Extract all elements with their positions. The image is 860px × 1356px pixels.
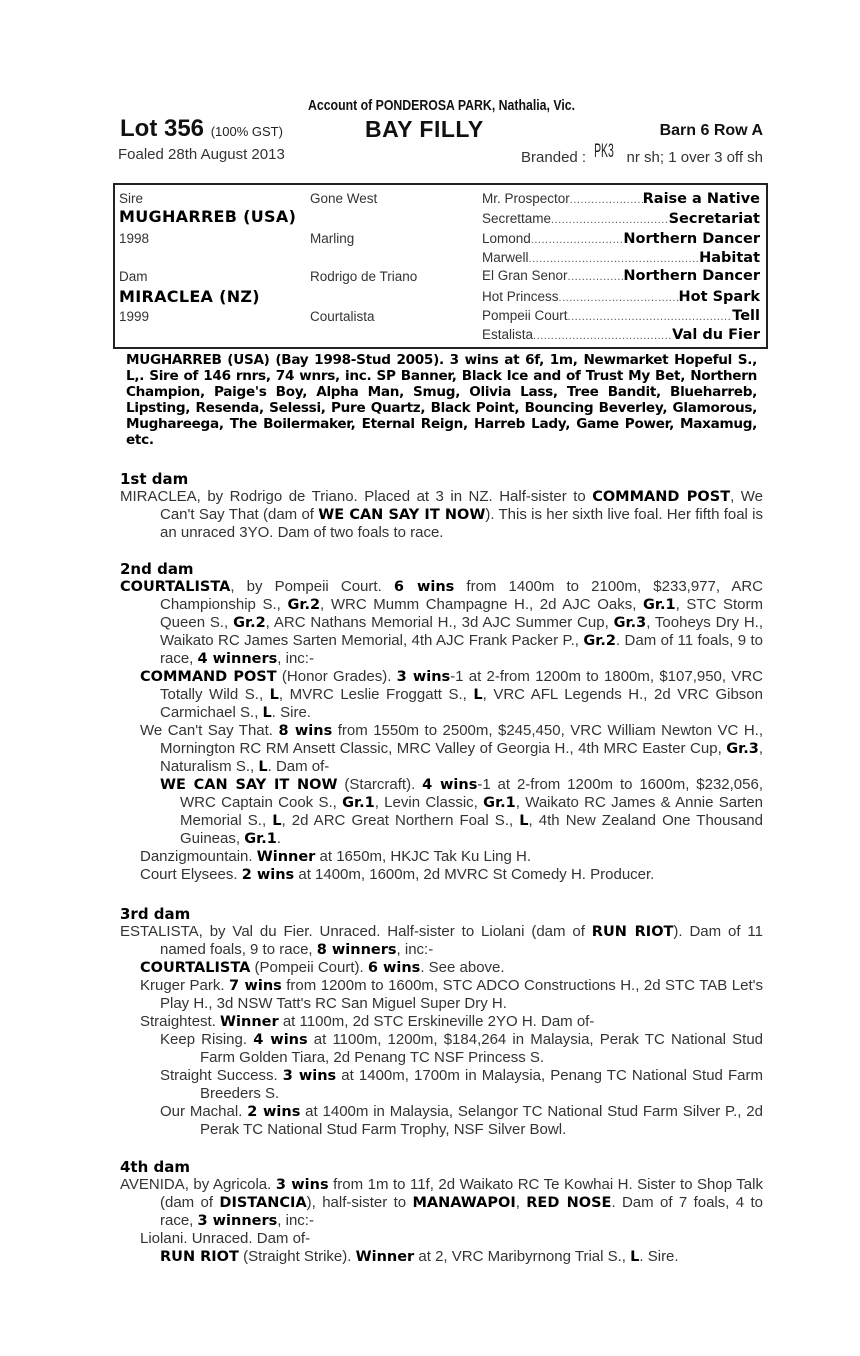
bold: L	[519, 813, 529, 829]
text: ), half-sister to	[306, 1194, 413, 1211]
leader-dots	[531, 231, 624, 248]
courtalista-ref-entry	[120, 959, 763, 977]
text: from 1m to 11f, 2d Waikato RC Te Kowhai H. Sister to Shop Talk (dam of	[160, 1176, 763, 1211]
text: , inc:-	[396, 941, 434, 958]
text: Danzigmountain.	[140, 848, 257, 865]
grandparent-row	[482, 327, 760, 344]
command-post-entry	[120, 668, 763, 722]
fourth-dam-heading: 4th dam	[120, 1158, 190, 1176]
third-dam-section	[120, 905, 763, 1139]
gg-right: Northern Dancer	[623, 231, 760, 247]
pedigree-table	[113, 183, 768, 349]
straightest-entry	[120, 1013, 763, 1031]
third-dam-heading: 3rd dam	[120, 905, 191, 923]
grandparent-row	[482, 231, 760, 248]
liolani-entry	[120, 1230, 763, 1248]
dam-sire: Rodrigo de Triano	[310, 269, 418, 284]
bold: Gr.2	[583, 633, 616, 649]
text: Kruger Park.	[140, 977, 229, 994]
text: , STC Storm Queen S.,	[160, 596, 763, 631]
gg-right: Habitat	[699, 250, 760, 266]
gst-note: (100% GST)	[210, 124, 283, 139]
bold: 3 wins	[396, 669, 451, 685]
lot-row	[120, 115, 763, 143]
catalogue-page	[120, 96, 763, 169]
we-can-say-it-now-entry	[120, 776, 763, 848]
bold: Winner	[220, 1014, 279, 1030]
text: , VRC AFL Legends H., 2d VRC Gibson Carmichael S.,	[160, 686, 763, 721]
bold: 3 wins	[282, 1068, 337, 1084]
gg-left: El Gran Senor	[482, 268, 568, 283]
bold: L	[473, 687, 483, 703]
bold: Gr.1	[244, 831, 277, 847]
first-dam-heading: 1st dam	[120, 470, 189, 488]
text: , Levin Classic,	[374, 794, 484, 811]
text: , inc:-	[277, 650, 314, 667]
bold-name: COMMAND POST	[140, 669, 277, 685]
branded-label: Branded :	[521, 149, 587, 166]
grandparent-row	[482, 308, 760, 325]
brand-info	[521, 141, 763, 168]
sire-year: 1998	[119, 231, 150, 246]
first-dam-text	[120, 488, 763, 542]
text: at 1400m, 1700m in Malaysia, Penang TC National Stud Farm Breeders S.	[200, 1067, 763, 1102]
bold-name: COURTALISTA	[140, 960, 251, 976]
bold: Gr.3	[613, 615, 647, 631]
text: , by Pompeii Court.	[230, 578, 394, 595]
second-dam-section	[120, 560, 763, 884]
text: Keep Rising.	[160, 1031, 254, 1048]
bold: Gr.1	[342, 795, 375, 811]
bold: 6 wins	[367, 960, 421, 976]
leader-dots	[570, 191, 643, 208]
sire-summary: MUGHARREB (USA) (Bay 1998-Stud 2005). 3 wins at 6f, 1m, Newmarket Hopeful S., L,. Sire of 146 rnrs, 74 wnrs, inc. SP Banner, Black Ice and of Trust My Bet, Northern Champion, Paige's Boy, Alpha Man, Smug, Olivia Lass, Tree Bandit, Blueharreb, Lipsting, Resenda, Selessi, Pure Quartz, Black Point, Bouncing Beverley, Glamorous, Mughareega, The Boilermaker, Eternal Reign, Harreb Lady, Game Power, Maxamug, etc.	[126, 352, 757, 448]
text: (Starcraft).	[337, 776, 423, 793]
bold-name: COURTALISTA	[120, 579, 231, 595]
grandparent-row	[482, 289, 760, 306]
court-elysees-entry	[120, 866, 763, 884]
gg-right: Secretariat	[668, 211, 760, 227]
barn-location: Barn 6 Row A	[659, 122, 763, 139]
gg-right: Raise a Native	[642, 191, 760, 207]
horse-sex-colour: BAY FILLY	[365, 116, 484, 142]
text: -1 at 2-from 1200m to 1800m, $107,950, VRC Totally Wild S.,	[160, 668, 763, 703]
bold: 3 wins	[275, 1177, 329, 1193]
text: from 1400m to 2100m, $233,977, ARC Championship S.,	[160, 578, 764, 613]
text: .	[276, 830, 281, 847]
gg-left: Secrettame	[482, 211, 552, 226]
bold: Winner	[256, 849, 316, 865]
second-dam-heading: 2nd dam	[120, 560, 194, 578]
leader-dots	[568, 308, 733, 325]
text: . Dam of 7 foals, 4 to race,	[160, 1194, 763, 1229]
bold: 2 wins	[241, 867, 295, 883]
grandparent-row	[482, 268, 760, 285]
leader-dots	[551, 211, 669, 228]
text: . Dam of 11 foals, 9 to race,	[160, 632, 763, 667]
bold: Gr.2	[287, 597, 321, 613]
bold: L	[269, 687, 279, 703]
text: , Waikato RC James & Annie Sarten Memorial S.,	[180, 794, 763, 829]
leader-dots	[568, 268, 624, 285]
lot-number	[120, 115, 283, 146]
text: , We Can't Say That (dam of	[160, 488, 763, 523]
text: -1 at 2-from 1200m to 1600m, $232,056, WRC Captain Cook S.,	[180, 776, 763, 811]
gg-right: Hot Spark	[678, 289, 760, 305]
text: Straight Success.	[160, 1067, 283, 1084]
text: at 1100m, 1200m, $184,264 in Malaysia, Perak TC National Stud Farm Golden Tiara, 2d Penang TC NSF Princess S.	[200, 1031, 763, 1066]
gg-left: Lomond	[482, 231, 531, 246]
bold-name: COMMAND POST	[592, 489, 731, 505]
dam-year: 1999	[119, 309, 150, 324]
our-machal-entry	[120, 1103, 763, 1139]
text: at 1650m, HKJC Tak Ku Ling H.	[315, 848, 532, 865]
bold: 8 winners	[316, 942, 397, 958]
kruger-park-entry	[120, 977, 763, 1013]
gg-left: Marwell	[482, 250, 529, 265]
text: ). This is her sixth live foal. Her fifth foal is an unraced 3YO. Dam of two foals to race.	[160, 506, 764, 541]
bold: Gr.1	[643, 597, 676, 613]
bold-name: RUN RIOT	[160, 1249, 239, 1265]
text: from 1200m to 1600m, STC ADCO Constructions H., 2d STC TAB Let's Play H., 3d NSW Tatt's RC San Miguel Super Dry H.	[160, 977, 763, 1012]
sire-sire: Gone West	[310, 191, 378, 206]
bold: L	[630, 1249, 640, 1265]
bold: 4 wins	[253, 1032, 308, 1048]
bold-name: RUN RIOT	[591, 924, 674, 940]
keep-rising-entry	[120, 1031, 763, 1067]
text: , WRC Mumm Champagne H., 2d AJC Oaks,	[320, 596, 643, 613]
foaling-row	[120, 143, 763, 169]
gg-left: Pompeii Court	[482, 308, 568, 323]
text: at 1100m, 2d STC Erskineville 2YO H. Dam of-	[278, 1013, 595, 1030]
sire-name: MUGHARREB (USA)	[119, 207, 297, 226]
gg-right: Northern Dancer	[623, 268, 760, 284]
leader-dots	[529, 250, 700, 267]
bold: 4 wins	[422, 777, 478, 793]
bold: 6 wins	[393, 579, 455, 595]
gg-right: Val du Fier	[672, 327, 760, 343]
bold: L	[258, 759, 268, 775]
text: (Straight Strike).	[238, 1248, 356, 1265]
run-riot-entry	[120, 1248, 763, 1266]
text: Straightest.	[140, 1013, 221, 1030]
gg-left: Estalista	[482, 327, 534, 342]
text: (Honor Grades).	[276, 668, 397, 685]
text: , inc:-	[277, 1212, 314, 1229]
gg-right: Tell	[732, 308, 760, 324]
text: at 1400m, 1600m, 2d MVRC St Comedy H. Producer.	[294, 866, 655, 883]
vendor-account: Account of PONDEROSA PARK, Nathalia, Vic.	[307, 97, 575, 114]
bold: L	[272, 813, 282, 829]
text: ). Dam of 11 named foals, 9 to race,	[160, 923, 764, 958]
gg-left: Mr. Prospector	[482, 191, 570, 206]
text: . Dam of-	[267, 758, 330, 775]
text: , 4th New Zealand One Thousand Guineas,	[180, 812, 763, 847]
bold: L	[262, 705, 272, 721]
fourth-dam-section	[120, 1158, 763, 1266]
bold: Gr.2	[233, 615, 266, 631]
sire-dam: Marling	[310, 231, 355, 246]
grandparent-row	[482, 250, 760, 267]
bold-name: DISTANCIA	[219, 1195, 307, 1211]
gg-left: Hot Princess	[482, 289, 559, 304]
estalista-entry	[120, 923, 763, 959]
text: Court Elysees.	[140, 866, 242, 883]
bold: 8 wins	[278, 723, 333, 739]
dam-dam: Courtalista	[310, 309, 375, 324]
we-cant-say-that-entry	[120, 722, 763, 776]
leader-dots	[559, 289, 679, 306]
text: , 2d ARC Great Northern Foal S.,	[281, 812, 520, 829]
text: , MVRC Leslie Froggatt S.,	[278, 686, 474, 703]
text: We Can't Say That.	[140, 722, 279, 739]
text: Our Machal.	[160, 1103, 248, 1120]
grandparent-row	[482, 211, 760, 228]
text: at 1400m in Malaysia, Selangor TC National Stud Farm Silver P., 2d Perak TC National Stud Farm Trophy, NSF Silver Bowl.	[200, 1103, 763, 1138]
bold-name: RED NOSE	[526, 1195, 612, 1211]
text: . See above.	[420, 959, 505, 976]
brand-detail: nr sh; 1 over 3 off sh	[626, 149, 763, 166]
straight-success-entry	[120, 1067, 763, 1103]
text: . Sire.	[639, 1248, 679, 1265]
foaled-date: Foaled 28th August 2013	[118, 146, 285, 163]
bold: 4 winners	[197, 651, 278, 667]
text: (Pompeii Court).	[250, 959, 368, 976]
text: , Naturalism S.,	[160, 740, 763, 775]
brand-mark: PK3	[594, 141, 615, 162]
bold: 3 winners	[197, 1213, 278, 1229]
bold-name: WE CAN SAY IT NOW	[318, 507, 486, 523]
sire-label: Sire	[119, 191, 144, 206]
text: . Sire.	[271, 704, 311, 721]
lot-label: Lot 356	[120, 115, 205, 142]
text: MIRACLEA, by Rodrigo de Triano. Placed at 3 in NZ. Half-sister to	[120, 488, 593, 505]
courtalista-entry	[120, 578, 763, 668]
leader-dots	[533, 327, 672, 344]
bold: Winner	[355, 1249, 415, 1265]
text: , ARC Nathans Memorial H., 3d AJC Summer Cup,	[265, 614, 614, 631]
bold: 7 wins	[229, 978, 282, 994]
text: ,	[515, 1194, 527, 1211]
text: from 1550m to 2500m, $245,450, VRC William Newton VC H., Mornington RC RM Ansett Classic, MRC Valley of Georgia H., 4th MRC Easter Cup,	[160, 722, 763, 757]
text: at 2, VRC Maribyrnong Trial S.,	[414, 1248, 631, 1265]
danzigmountain-entry	[120, 848, 763, 866]
text: Liolani. Unraced. Dam of-	[140, 1230, 311, 1247]
bold: 2 wins	[247, 1104, 301, 1120]
dam-label: Dam	[119, 269, 148, 284]
text: ESTALISTA, by Val du Fier. Unraced. Half-sister to Liolani (dam of	[120, 923, 592, 940]
bold-name: WE CAN SAY IT NOW	[160, 777, 338, 793]
bold: Gr.3	[726, 741, 759, 757]
bold-name: MANAWAPOI	[412, 1195, 516, 1211]
text: AVENIDA, by Agricola.	[120, 1176, 276, 1193]
avenida-entry	[120, 1176, 763, 1230]
text: , Tooheys Dry H., Waikato RC James Sarten Memorial, 4th AJC Frank Packer P.,	[160, 614, 763, 649]
first-dam-section	[120, 470, 763, 542]
dam-name: MIRACLEA (NZ)	[119, 287, 260, 306]
bold: Gr.1	[483, 795, 516, 811]
grandparent-row	[482, 191, 760, 208]
